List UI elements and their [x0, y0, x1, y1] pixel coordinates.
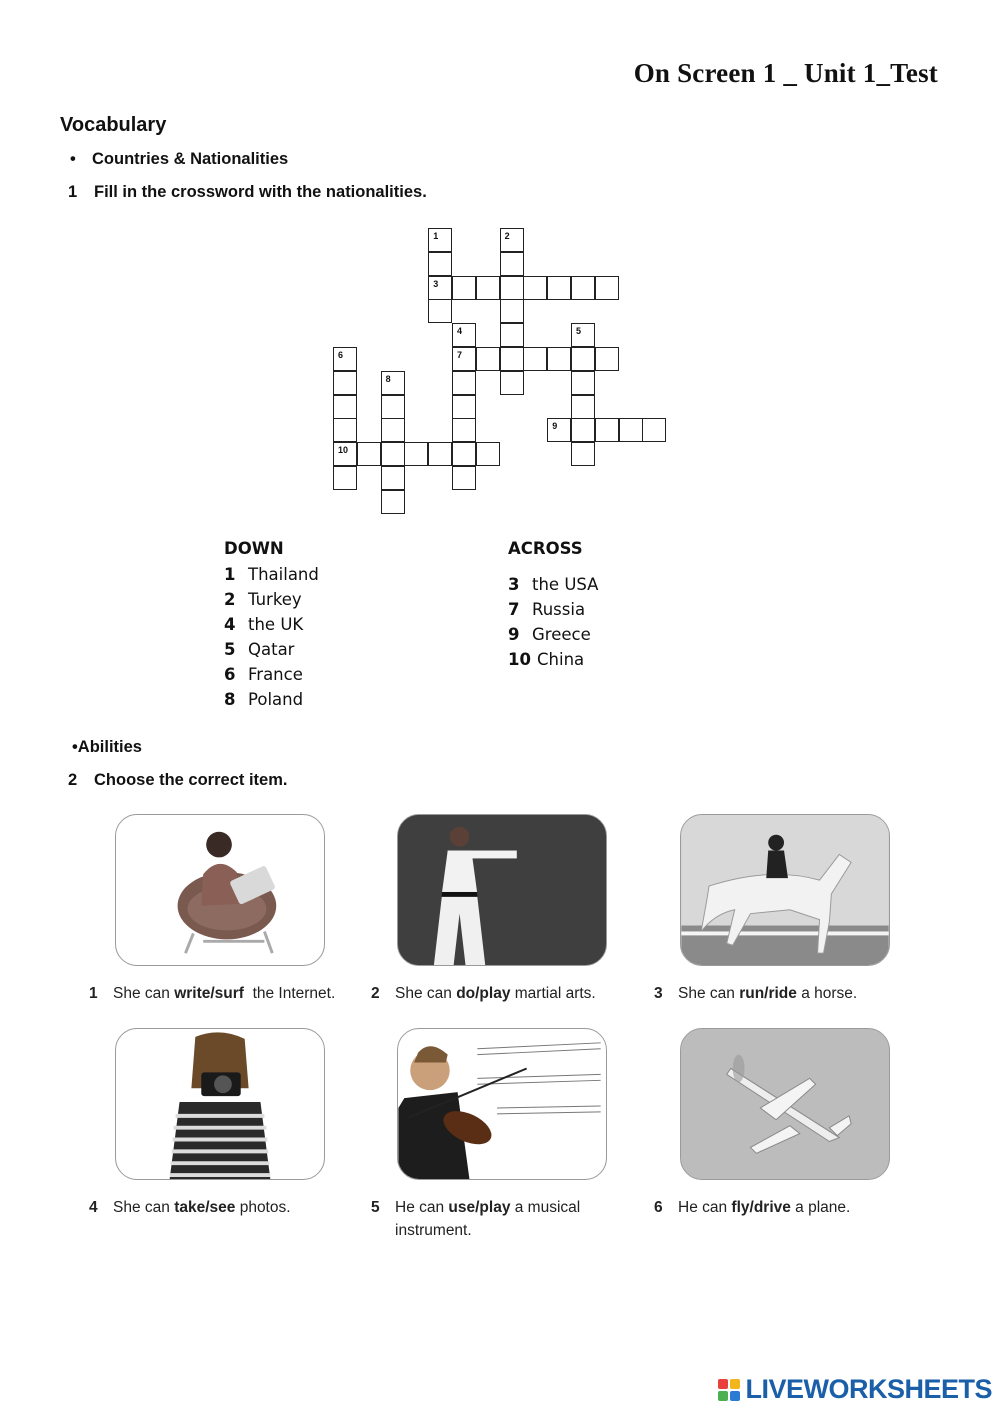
- crossword-cell[interactable]: [500, 371, 524, 395]
- crossword-clue-number: 5: [576, 326, 582, 337]
- clue-number: 7: [508, 600, 520, 619]
- crossword-cell[interactable]: [452, 323, 476, 347]
- item-number: 2: [371, 985, 380, 1002]
- crossword-cell[interactable]: [452, 371, 476, 395]
- clue-number: 3: [508, 575, 520, 594]
- exercise-number: 1: [68, 183, 78, 201]
- liveworksheets-logo[interactable]: [718, 1374, 992, 1405]
- clue-across-9: [508, 622, 598, 647]
- across-clues: [508, 539, 598, 672]
- crossword-clue-number: 9: [552, 421, 558, 432]
- clue-down-8: [224, 687, 319, 712]
- logo-square-yellow: [730, 1379, 740, 1389]
- logo-square-green: [718, 1391, 728, 1401]
- item-number: 4: [89, 1199, 98, 1216]
- clue-number: 2: [224, 590, 236, 609]
- crossword-cell[interactable]: [357, 442, 381, 466]
- logo-text: LIVEWORKSHEETS: [745, 1374, 992, 1404]
- ability-item-4: [89, 1196, 291, 1219]
- crossword-cell[interactable]: [571, 395, 595, 419]
- crossword-cell[interactable]: [381, 490, 405, 514]
- clue-text: Qatar: [248, 640, 295, 659]
- down-clues: [224, 539, 319, 712]
- crossword-cell[interactable]: [381, 395, 405, 419]
- logo-square-red: [718, 1379, 728, 1389]
- crossword-cell[interactable]: [547, 418, 571, 442]
- choice-write-surf[interactable]: write/surf: [174, 985, 244, 1002]
- down-heading: DOWN: [224, 539, 284, 558]
- clue-text: Turkey: [248, 590, 302, 609]
- karate-girl-image: [397, 814, 607, 966]
- clue-across-7: [508, 597, 598, 622]
- photographer-image: [115, 1028, 325, 1180]
- crossword-cell[interactable]: [500, 299, 524, 323]
- crossword-cell[interactable]: [500, 276, 524, 300]
- item-post-continued: instrument.: [395, 1222, 472, 1239]
- clue-number: 6: [224, 665, 236, 684]
- ability-item-5: [371, 1196, 580, 1242]
- woman-laptop-image: [115, 814, 325, 966]
- crossword-cell[interactable]: [595, 347, 619, 371]
- choice-take-see[interactable]: take/see: [174, 1199, 236, 1216]
- clue-number: 4: [224, 615, 236, 634]
- item-post: martial arts.: [510, 985, 596, 1002]
- clue-text: Poland: [248, 690, 304, 709]
- item-number: 5: [371, 1199, 380, 1216]
- horse-rider-image: [680, 814, 890, 966]
- crossword-cell[interactable]: [476, 276, 500, 300]
- clue-number: 10: [508, 650, 531, 669]
- clue-across-10: [508, 647, 598, 672]
- item-post: the Internet.: [243, 985, 336, 1002]
- clue-number: 8: [224, 690, 236, 709]
- ability-item-2: [371, 982, 596, 1005]
- crossword-cell[interactable]: [571, 418, 595, 442]
- crossword-cell[interactable]: [571, 371, 595, 395]
- ability-item-3: [654, 982, 857, 1005]
- item-post: a horse.: [796, 985, 858, 1002]
- crossword-cell[interactable]: [476, 347, 500, 371]
- plane-illustration: [681, 1029, 889, 1179]
- plane-image: [680, 1028, 890, 1180]
- crossword-cell[interactable]: [547, 347, 571, 371]
- topic-label: Countries & Nationalities: [92, 150, 289, 168]
- clue-down-2: [224, 587, 319, 612]
- crossword-cell[interactable]: [381, 466, 405, 490]
- clue-text: France: [248, 665, 303, 684]
- item-pre: She can: [113, 1199, 175, 1216]
- crossword-cell[interactable]: [452, 418, 476, 442]
- item-post: photos.: [235, 1199, 291, 1216]
- crossword-cell[interactable]: [452, 442, 476, 466]
- karate-girl-illustration: [398, 815, 606, 965]
- crossword-clue-number: 6: [338, 350, 344, 360]
- crossword-cell[interactable]: [571, 347, 595, 371]
- crossword-cell[interactable]: [381, 418, 405, 442]
- crossword-cell[interactable]: [333, 466, 357, 490]
- exercise-text: Fill in the crossword with the nationalities.: [94, 183, 427, 201]
- item-pre: He can: [395, 1199, 449, 1216]
- clue-down-6: [224, 662, 319, 687]
- clue-down-1: [224, 562, 319, 587]
- crossword-clue-number: 7: [457, 350, 463, 360]
- crossword-clue-number: 4: [457, 326, 463, 337]
- clue-number: 9: [508, 625, 520, 644]
- logo-icon: [718, 1379, 740, 1401]
- crossword-cell[interactable]: [333, 395, 357, 419]
- clue-text: China: [537, 650, 585, 669]
- photographer-illustration: [116, 1029, 324, 1179]
- crossword-cell[interactable]: [523, 347, 547, 371]
- crossword-cell[interactable]: [404, 442, 428, 466]
- crossword-cell[interactable]: [428, 252, 452, 276]
- clue-text: Russia: [532, 600, 586, 619]
- crossword-cell[interactable]: [452, 466, 476, 490]
- logo-square-blue: [730, 1391, 740, 1401]
- topic-countries-nationalities: [70, 150, 288, 169]
- crossword-cell[interactable]: [595, 276, 619, 300]
- crossword-clue-number: 1: [433, 231, 439, 241]
- crossword-cell[interactable]: [571, 276, 595, 300]
- bullet: •: [70, 150, 76, 168]
- clue-number: 1: [224, 565, 236, 584]
- crossword-cell[interactable]: [619, 418, 643, 442]
- woman-laptop-illustration: [116, 815, 324, 965]
- clue-down-5: [224, 637, 319, 662]
- violin-boy-image: [397, 1028, 607, 1180]
- crossword-cell[interactable]: [428, 442, 452, 466]
- exercise-1-instruction: [68, 183, 427, 202]
- choice-run-ride[interactable]: run/ride: [739, 985, 797, 1002]
- crossword-cell[interactable]: [547, 276, 571, 300]
- crossword-cell[interactable]: [642, 418, 666, 442]
- clue-text: Thailand: [248, 565, 319, 584]
- exercise-2-instruction: [68, 771, 287, 790]
- crossword-clue-number: 8: [385, 373, 391, 384]
- crossword-cell[interactable]: [452, 395, 476, 419]
- crossword-cell[interactable]: [428, 228, 452, 252]
- crossword-cell[interactable]: [571, 442, 595, 466]
- crossword-cell[interactable]: [333, 347, 357, 371]
- crossword-cell[interactable]: [595, 418, 619, 442]
- clue-text: Greece: [532, 625, 591, 644]
- worksheet-title: On Screen 1 _ Unit 1_Test: [633, 58, 938, 88]
- clue-text: the USA: [532, 575, 599, 594]
- ability-item-1: [89, 982, 335, 1005]
- ability-item-6: [654, 1196, 850, 1219]
- clue-text: the UK: [248, 615, 304, 634]
- clue-across-3: [508, 572, 598, 597]
- crossword-cell[interactable]: [452, 276, 476, 300]
- crossword-cell[interactable]: [500, 323, 524, 347]
- crossword-cell[interactable]: [428, 299, 452, 323]
- crossword-clue-number: 2: [504, 231, 510, 241]
- crossword-cell[interactable]: [452, 347, 476, 371]
- item-pre: She can: [678, 985, 740, 1002]
- crossword-cell[interactable]: [476, 442, 500, 466]
- exercise-text: Choose the correct item.: [94, 771, 288, 789]
- item-number: 3: [654, 985, 663, 1002]
- item-post: a plane.: [790, 1199, 851, 1216]
- crossword-cell[interactable]: [500, 252, 524, 276]
- crossword-cell[interactable]: [381, 442, 405, 466]
- crossword-cell[interactable]: [381, 371, 405, 395]
- crossword-cell[interactable]: [428, 276, 452, 300]
- clue-down-4: [224, 612, 319, 637]
- item-pre: He can: [678, 1199, 732, 1216]
- crossword-cell[interactable]: [500, 347, 524, 371]
- abilities-heading: •Abilities: [72, 738, 142, 756]
- choice-do-play[interactable]: do/play: [456, 985, 511, 1002]
- crossword-cell[interactable]: [500, 228, 524, 252]
- crossword-cell[interactable]: [333, 418, 357, 442]
- crossword-cell[interactable]: [523, 276, 547, 300]
- item-pre: She can: [113, 985, 175, 1002]
- crossword-cell[interactable]: [333, 371, 357, 395]
- item-number: 1: [89, 985, 98, 1002]
- item-post: a musical: [510, 1199, 581, 1216]
- choice-use-play[interactable]: use/play: [448, 1199, 511, 1216]
- across-heading: ACROSS: [508, 539, 583, 558]
- crossword-cell[interactable]: [571, 323, 595, 347]
- clue-number: 5: [224, 640, 236, 659]
- violin-boy-illustration: [398, 1029, 606, 1179]
- horse-rider-illustration: [681, 815, 889, 965]
- choice-fly-drive[interactable]: fly/drive: [731, 1199, 791, 1216]
- crossword-cell[interactable]: [333, 442, 357, 466]
- exercise-number: 2: [68, 771, 78, 789]
- crossword-clue-number: 10: [338, 445, 349, 456]
- vocabulary-heading: Vocabulary: [60, 114, 167, 136]
- crossword-clue-number: 3: [433, 278, 439, 289]
- item-number: 6: [654, 1199, 663, 1216]
- item-pre: She can: [395, 985, 457, 1002]
